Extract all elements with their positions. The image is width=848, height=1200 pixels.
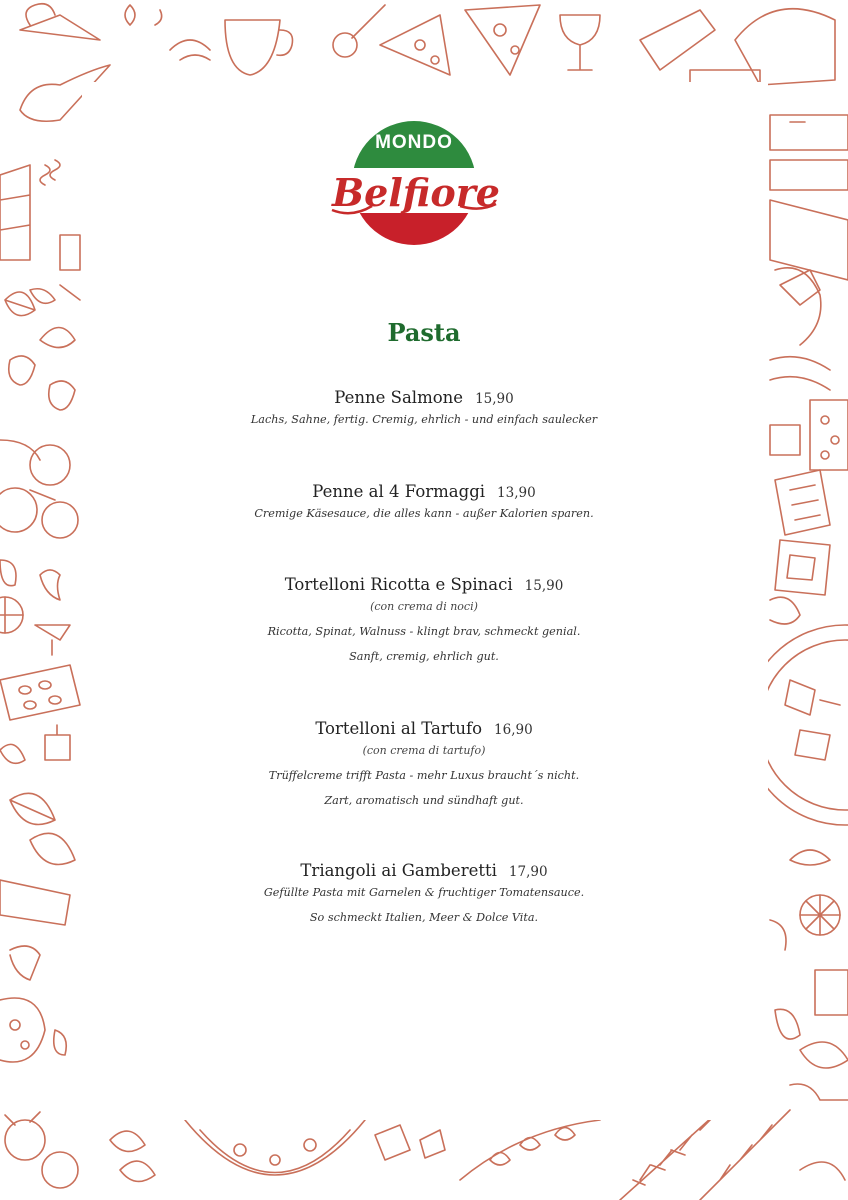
olive-branch-icon	[460, 1120, 600, 1180]
pizza-slice-icon	[465, 5, 540, 75]
item-name: Penne al 4 Formaggi	[312, 482, 486, 501]
leaf-icon	[30, 833, 75, 864]
cake-slice-icon	[0, 165, 30, 260]
item-name: Penne Salmone	[334, 388, 464, 407]
jar-icon	[815, 970, 848, 1015]
bottle-icon	[640, 10, 715, 70]
item-price: 15,90	[524, 578, 564, 594]
ice-cream-cone-icon	[20, 4, 100, 40]
item-description: Gefüllte Pasta mit Garnelen & fruchtiger Tomatensauce.	[263, 886, 585, 899]
menu-item	[0, 388, 848, 432]
leaf-icon	[800, 1042, 848, 1068]
pasta-icon	[375, 1125, 445, 1160]
wine-glass-icon	[560, 15, 600, 70]
menu-item	[0, 575, 848, 669]
item-price: 16,90	[494, 722, 533, 738]
pizza-board-icon	[0, 665, 80, 720]
logo-belfiore-text: Belfiore	[332, 170, 500, 215]
item-description: Zart, aromatisch und sündhaft gut.	[324, 794, 524, 807]
menu-item	[0, 482, 848, 526]
logo-mondo-text: MONDO	[375, 132, 453, 153]
salami-icon	[0, 998, 45, 1062]
strawberry-icon	[9, 356, 35, 385]
item-note: (con crema di noci)	[370, 600, 478, 613]
item-description: So schmeckt Italien, Meer & Dolce Vita.	[309, 911, 539, 924]
item-price: 15,90	[475, 391, 514, 407]
menu-item	[0, 861, 848, 930]
item-note: (con crema di tartufo)	[362, 744, 486, 757]
tomato-icon	[5, 1120, 45, 1160]
item-name: Tortelloni al Tartufo	[315, 719, 483, 738]
item-description: Cremige Käsesauce, die alles kann - außer Kalorien sparen.	[254, 507, 594, 520]
item-description: Sanft, cremig, ehrlich gut.	[349, 650, 499, 663]
item-price: 13,90	[497, 485, 536, 501]
menu-item	[0, 719, 848, 813]
pizza-icon	[185, 1120, 365, 1175]
mondo-belfiore-logo	[324, 110, 504, 260]
herb-sprig-icon	[620, 1110, 720, 1200]
herb-sprig-icon	[700, 1110, 790, 1200]
tomato-icon	[30, 445, 70, 485]
item-description: Lachs, Sahne, fertig. Cremig, ehrlich - und einfach saulecker	[250, 413, 598, 426]
cup-icon	[225, 20, 293, 75]
section-title: Pasta	[387, 318, 461, 347]
basil-icon	[110, 1131, 155, 1181]
item-name: Triangoli ai Gamberetti	[300, 861, 497, 880]
leaf-icon	[5, 292, 35, 316]
item-name: Tortelloni Ricotta e Spinaci	[284, 575, 513, 594]
item-description: Trüffelcreme trifft Pasta - mehr Luxus braucht´s nicht.	[268, 769, 580, 782]
item-price: 17,90	[508, 864, 548, 880]
rolling-pin-icon	[770, 115, 848, 150]
item-description: Ricotta, Spinat, Walnuss - klingt brav, schmeckt genial.	[267, 625, 581, 638]
cheese-icon	[735, 9, 835, 85]
